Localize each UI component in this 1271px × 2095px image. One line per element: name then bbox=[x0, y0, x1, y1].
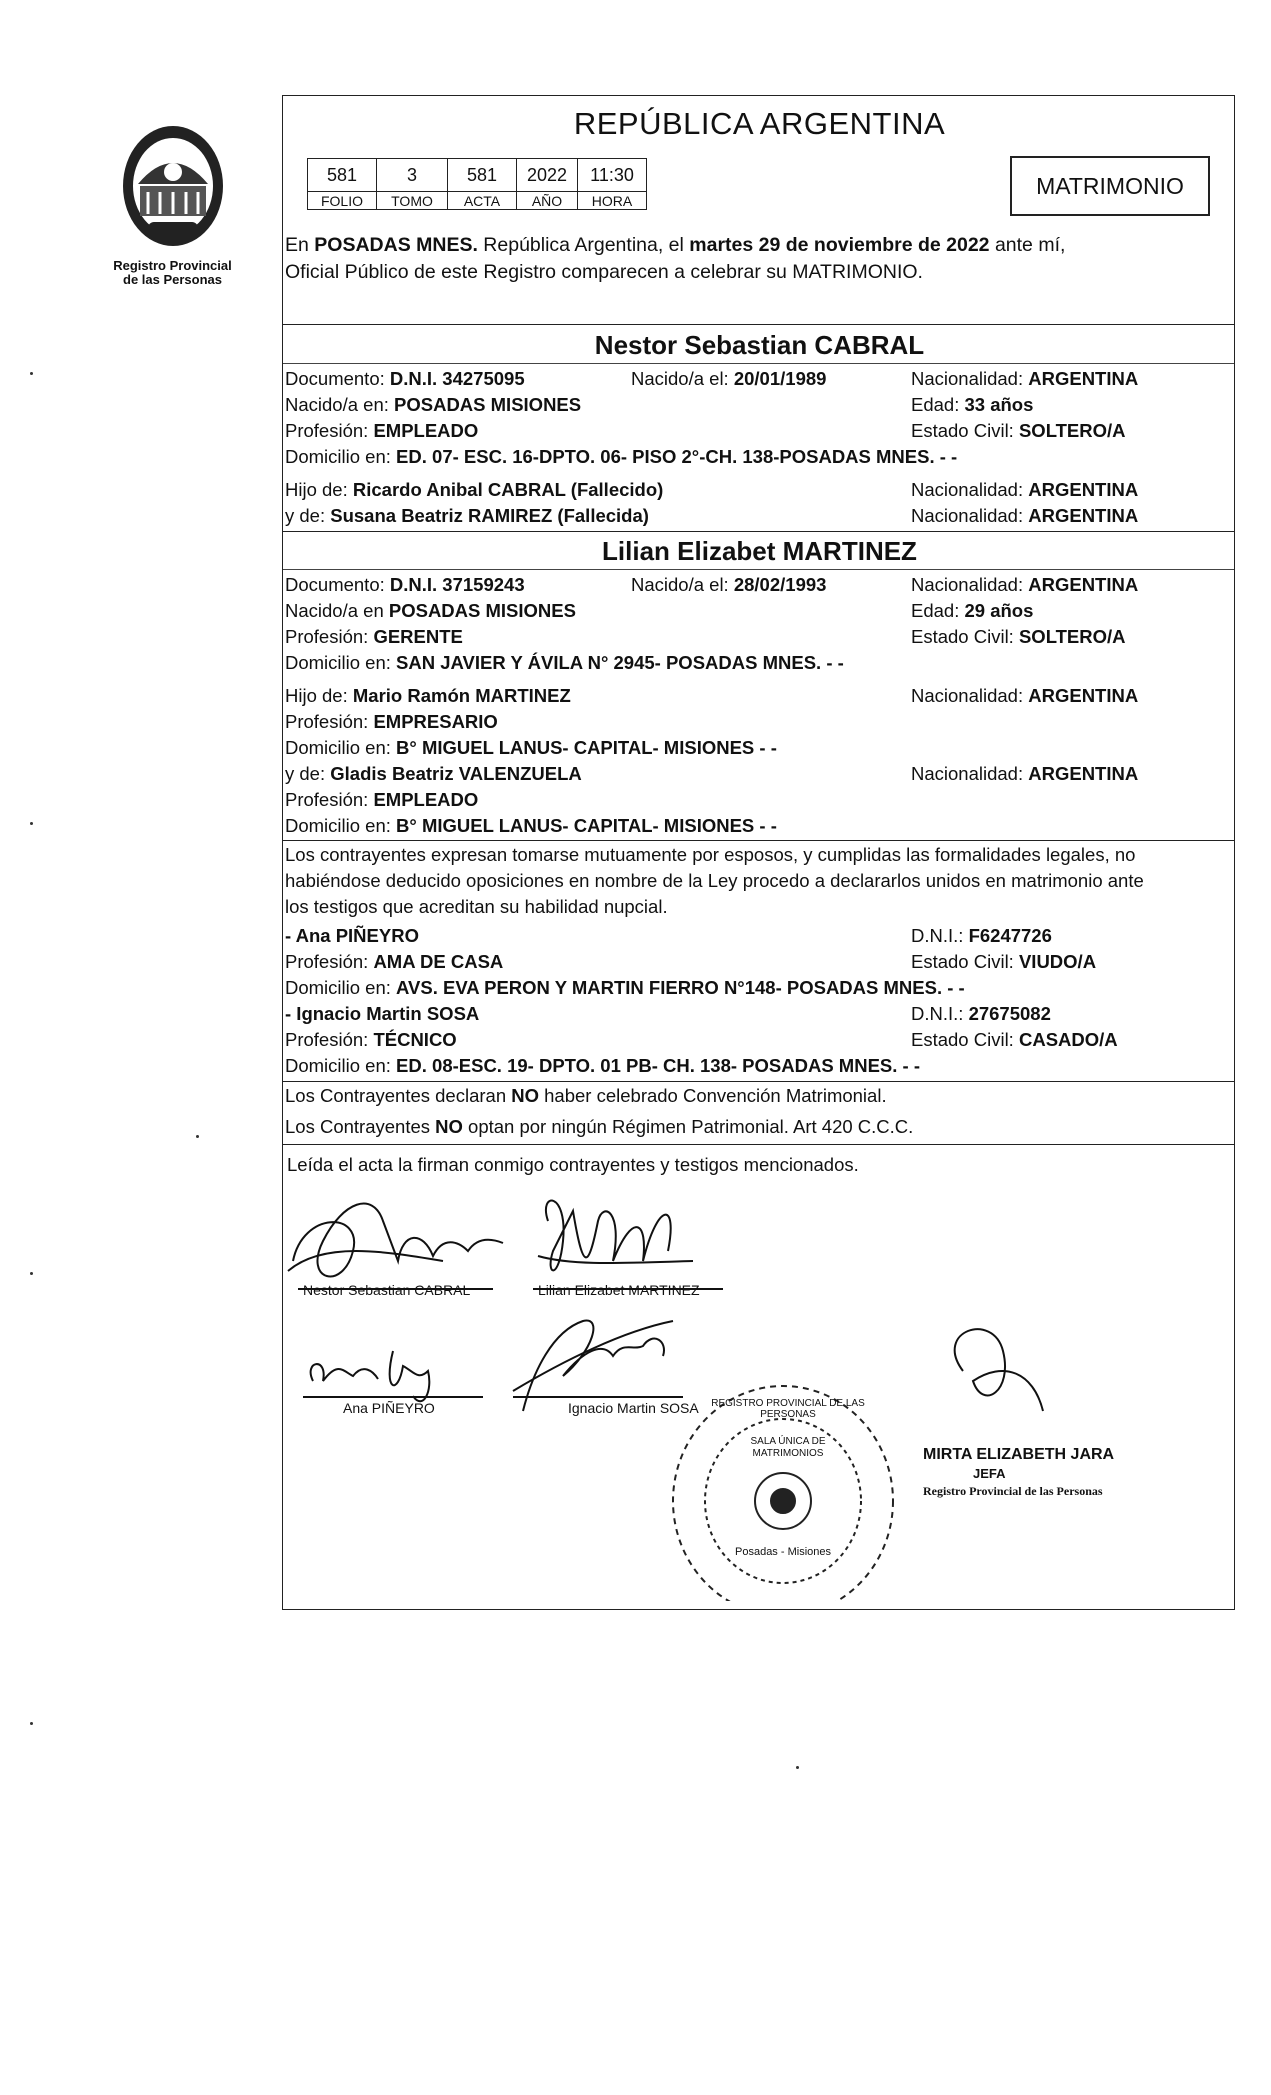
groom-document: Documento: D.N.I. 34275095 bbox=[285, 368, 525, 389]
declaration-line-1: Los contrayentes expresan tomarse mutuamente por esposos, y cumplidas las formalidades legales, no bbox=[285, 844, 1136, 865]
registry-caption: Registro Provincial de las Personas bbox=[113, 258, 232, 287]
scan-dot bbox=[30, 1272, 33, 1275]
bride-name: Lilian Elizabet MARTINEZ bbox=[602, 536, 917, 566]
provincial-seal-icon bbox=[118, 122, 228, 250]
divider bbox=[283, 531, 1234, 532]
groom-address: Domicilio en: ED. 07- ESC. 16-DPTO. 06- PISO 2°-CH. 138-POSADAS MNES. - - bbox=[285, 446, 958, 467]
hour-label: HORA bbox=[578, 192, 647, 210]
official-signature bbox=[955, 1329, 1043, 1411]
year-label: AÑO bbox=[517, 192, 578, 210]
witness2-civil-status: Estado Civil: CASADO/A bbox=[911, 1029, 1118, 1050]
divider bbox=[283, 324, 1234, 325]
witness2-signature-label: Ignacio Martin SOSA bbox=[568, 1400, 699, 1416]
seal-ring-text: REGISTRO PROVINCIAL DE LAS PERSONAS bbox=[711, 1398, 865, 1420]
groom-father-nationality: Nacionalidad: ARGENTINA bbox=[911, 479, 1139, 500]
official-org: Registro Provincial de las Personas bbox=[923, 1484, 1103, 1498]
bride-father-profession: Profesión: EMPRESARIO bbox=[285, 711, 498, 732]
scan-dot bbox=[30, 822, 33, 825]
scan-dot bbox=[196, 1135, 199, 1138]
intro-line-1: En POSADAS MNES. República Argentina, el martes 29 de noviembre de 2022 ante mí, bbox=[285, 234, 1066, 256]
bride-document: Documento: D.N.I. 37159243 bbox=[285, 574, 525, 595]
registry-logo bbox=[100, 122, 245, 287]
bride-civil-status: Estado Civil: SOLTERO/A bbox=[911, 626, 1126, 647]
witness2-dni: D.N.I.: 27675082 bbox=[911, 1003, 1051, 1024]
bride-mother-profession: Profesión: EMPLEADO bbox=[285, 789, 479, 810]
bride-father-address: Domicilio en: B° MIGUEL LANUS- CAPITAL- MISIONES - - bbox=[285, 737, 777, 758]
record-meta-table bbox=[307, 158, 647, 210]
witness2-address: Domicilio en: ED. 08-ESC. 19- DPTO. 01 PB- CH. 138- POSADAS MNES. - - bbox=[285, 1055, 920, 1076]
groom-age: Edad: 33 años bbox=[911, 394, 1034, 415]
folio-value: 581 bbox=[308, 159, 377, 192]
acta-label: ACTA bbox=[448, 192, 517, 210]
groom-mother: y de: Susana Beatriz RAMIREZ (Fallecida) bbox=[285, 505, 649, 526]
groom-signature-label: Nestor Sebastian CABRAL bbox=[303, 1282, 471, 1298]
seal-inner-text: SALA ÚNICA DE MATRIMONIOS bbox=[750, 1436, 826, 1459]
divider bbox=[283, 569, 1234, 570]
groom-nationality: Nacionalidad: ARGENTINA bbox=[911, 368, 1139, 389]
groom-signature-stroke bbox=[288, 1251, 443, 1271]
hour-value: 11:30 bbox=[578, 159, 647, 192]
bride-nationality: Nacionalidad: ARGENTINA bbox=[911, 574, 1139, 595]
divider bbox=[283, 1081, 1234, 1082]
note-regime: Los Contrayentes NO optan por ningún Régimen Patrimonial. Art 420 C.C.C. bbox=[285, 1116, 914, 1137]
closing-text: Leída el acta la firman conmigo contrayentes y testigos mencionados. bbox=[287, 1154, 859, 1175]
groom-profession: Profesión: EMPLEADO bbox=[285, 420, 479, 441]
groom-mother-nationality: Nacionalidad: ARGENTINA bbox=[911, 505, 1139, 526]
bride-father: Hijo de: Mario Ramón MARTINEZ bbox=[285, 685, 571, 706]
scan-dot bbox=[30, 372, 33, 375]
marriage-certificate bbox=[282, 95, 1235, 1610]
year-value: 2022 bbox=[517, 159, 578, 192]
witness1-profession: Profesión: AMA DE CASA bbox=[285, 951, 504, 972]
bride-address: Domicilio en: SAN JAVIER Y ÁVILA N° 2945- POSADAS MNES. - - bbox=[285, 652, 844, 673]
groom-birthdate: Nacido/a el: 20/01/1989 bbox=[631, 368, 827, 389]
tomo-label: TOMO bbox=[377, 192, 448, 210]
witness1-name: - Ana PIÑEYRO bbox=[285, 925, 419, 946]
document-title: REPÚBLICA ARGENTINA bbox=[573, 106, 946, 141]
witness1-signature-label: Ana PIÑEYRO bbox=[343, 1400, 435, 1416]
divider bbox=[283, 1144, 1234, 1145]
witness2-profession: Profesión: TÉCNICO bbox=[285, 1029, 457, 1050]
act-type-box: MATRIMONIO bbox=[1010, 156, 1210, 216]
bride-signature bbox=[546, 1201, 671, 1271]
groom-birthplace: Nacido/a en: POSADAS MISIONES bbox=[285, 394, 582, 415]
signatures-drawing bbox=[283, 1181, 1223, 1601]
seal-bottom-text: Posadas - Misiones bbox=[735, 1546, 831, 1558]
bride-profession: Profesión: GERENTE bbox=[285, 626, 463, 647]
bride-father-nationality: Nacionalidad: ARGENTINA bbox=[911, 685, 1139, 706]
witness1-signature bbox=[311, 1351, 430, 1401]
witness1-address: Domicilio en: AVS. EVA PERON Y MARTIN FIERRO N°148- POSADAS MNES. - - bbox=[285, 977, 965, 998]
divider bbox=[283, 363, 1234, 364]
groom-civil-status: Estado Civil: SOLTERO/A bbox=[911, 420, 1126, 441]
groom-father: Hijo de: Ricardo Anibal CABRAL (Fallecido) bbox=[285, 479, 664, 500]
tomo-value: 3 bbox=[377, 159, 448, 192]
bride-mother-nationality: Nacionalidad: ARGENTINA bbox=[911, 763, 1139, 784]
declaration-line-3: los testigos que acreditan su habilidad nupcial. bbox=[285, 896, 668, 917]
groom-name: Nestor Sebastian CABRAL bbox=[594, 330, 925, 360]
bride-mother: y de: Gladis Beatriz VALENZUELA bbox=[285, 763, 582, 784]
bride-signature-label: Lilian Elizabet MARTINEZ bbox=[538, 1282, 700, 1298]
acta-value: 581 bbox=[448, 159, 517, 192]
declaration-line-2: habiéndose deducido oposiciones en nombre de la Ley procedo a declararlos unidos en matrimonio ante bbox=[285, 870, 1144, 891]
folio-label: FOLIO bbox=[308, 192, 377, 210]
witness2-name: - Ignacio Martin SOSA bbox=[285, 1003, 480, 1024]
bride-age: Edad: 29 años bbox=[911, 600, 1034, 621]
witness1-dni: D.N.I.: F6247726 bbox=[911, 925, 1052, 946]
official-name: MIRTA ELIZABETH JARA bbox=[923, 1446, 1115, 1463]
scan-dot bbox=[30, 1722, 33, 1725]
bride-mother-address: Domicilio en: B° MIGUEL LANUS- CAPITAL- MISIONES - - bbox=[285, 815, 777, 836]
scan-dot bbox=[796, 1766, 799, 1769]
witness1-civil-status: Estado Civil: VIUDO/A bbox=[911, 951, 1097, 972]
note-convention: Los Contrayentes declaran NO haber celebrado Convención Matrimonial. bbox=[285, 1085, 887, 1106]
divider bbox=[283, 840, 1234, 841]
intro-line-2: Oficial Público de este Registro comparecen a celebrar su MATRIMONIO. bbox=[285, 261, 923, 283]
bride-birthplace: Nacido/a en POSADAS MISIONES bbox=[285, 600, 576, 621]
official-role: JEFA bbox=[973, 1466, 1006, 1481]
bride-birthdate: Nacido/a el: 28/02/1993 bbox=[631, 574, 827, 595]
groom-signature bbox=[293, 1204, 503, 1277]
